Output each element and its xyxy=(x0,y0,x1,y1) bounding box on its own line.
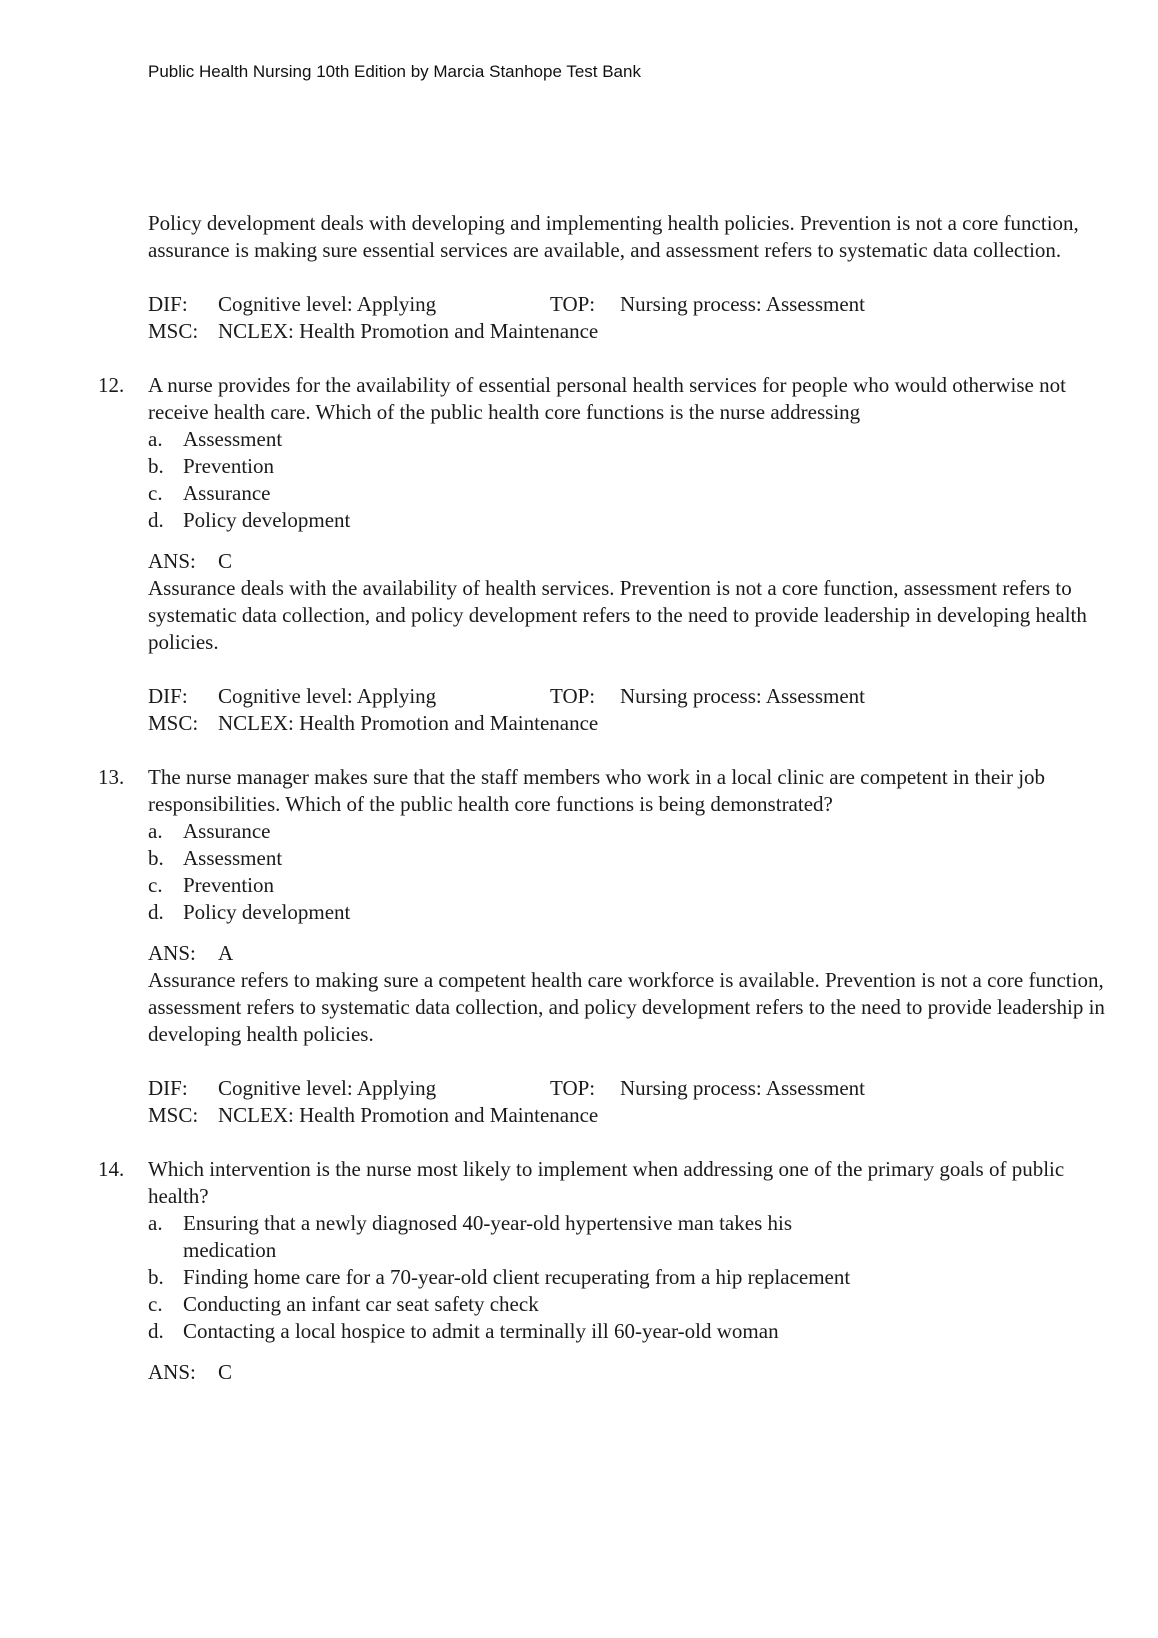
option-list xyxy=(148,426,1108,534)
dif-label: DIF: xyxy=(148,1076,188,1100)
ans-label: ANS: xyxy=(148,941,196,965)
answer-value: A xyxy=(218,941,234,965)
option-item xyxy=(148,872,1108,899)
question-stem: The nurse manager makes sure that the staff members who work in a local clinic are competent in their job responsibilities. Which of the public health core functions is being demonstrated? xyxy=(148,765,1046,816)
option-letter: d. xyxy=(148,508,164,532)
intro-meta xyxy=(148,291,1108,345)
option-item xyxy=(148,1291,1108,1318)
answer-rationale: Assurance refers to making sure a competent health care workforce is available. Prevention is not a core function, assessment refers to systematic data collection, and policy development refers to the need to provide leadership in developing health policies. xyxy=(148,968,1105,1046)
ans-label: ANS: xyxy=(148,1360,196,1384)
option-item xyxy=(148,453,1108,480)
option-item xyxy=(148,426,1108,453)
question-13 xyxy=(98,764,1108,1129)
question-meta xyxy=(148,683,1108,737)
option-text: Ensuring that a newly diagnosed 40-year-old hypertensive man takes his medication xyxy=(183,1211,792,1262)
dif-value: Cognitive level: Applying xyxy=(218,1076,437,1100)
option-letter: b. xyxy=(148,1265,164,1289)
dif-label: DIF: xyxy=(148,684,188,708)
answer-line xyxy=(148,1359,1108,1386)
option-item xyxy=(148,845,1108,872)
answer-line xyxy=(148,940,1108,967)
ans-label: ANS: xyxy=(148,549,196,573)
option-letter: c. xyxy=(148,481,163,505)
msc-value: NCLEX: Health Promotion and Maintenance xyxy=(218,711,599,735)
intro-rationale: Policy development deals with developing and implementing health policies. Prevention is not a core function, assurance is making sure essential services are available, and assessment refers to systematic data collection. xyxy=(148,211,1079,262)
option-text: Conducting an infant car seat safety check xyxy=(183,1292,539,1316)
question-12 xyxy=(98,372,1108,737)
option-letter: b. xyxy=(148,846,164,870)
top-label: TOP: xyxy=(550,1076,596,1100)
question-number: 13. xyxy=(98,765,125,789)
option-letter: c. xyxy=(148,873,163,897)
msc-label: MSC: xyxy=(148,711,199,735)
msc-value: NCLEX: Health Promotion and Maintenance xyxy=(218,319,599,343)
msc-value: NCLEX: Health Promotion and Maintenance xyxy=(218,1103,599,1127)
option-item xyxy=(148,1264,1108,1291)
option-item xyxy=(148,480,1108,507)
option-text: Finding home care for a 70-year-old client recuperating from a hip replacement xyxy=(183,1265,851,1289)
option-letter: c. xyxy=(148,1292,163,1316)
question-number: 14. xyxy=(98,1157,125,1181)
option-item xyxy=(148,1210,1108,1264)
option-text: Assessment xyxy=(183,427,283,451)
option-item xyxy=(148,1318,1108,1345)
option-text: Contacting a local hospice to admit a terminally ill 60-year-old woman xyxy=(183,1319,779,1343)
dif-label: DIF: xyxy=(148,292,188,316)
option-item xyxy=(148,899,1108,926)
answer-value: C xyxy=(218,549,233,573)
option-letter: a. xyxy=(148,1211,163,1235)
option-text: Assurance xyxy=(183,481,271,505)
option-text: Assessment xyxy=(183,846,283,870)
msc-label: MSC: xyxy=(148,319,199,343)
option-text: Policy development xyxy=(183,900,351,924)
option-letter: d. xyxy=(148,1319,164,1343)
document-body xyxy=(98,210,1108,1386)
question-14 xyxy=(98,1156,1108,1386)
option-letter: d. xyxy=(148,900,164,924)
question-stem: Which intervention is the nurse most likely to implement when addressing one of the primary goals of public health? xyxy=(148,1157,1065,1208)
msc-label: MSC: xyxy=(148,1103,199,1127)
option-item xyxy=(148,507,1108,534)
answer-line xyxy=(148,548,1108,575)
question-meta xyxy=(148,1075,1108,1129)
option-letter: a. xyxy=(148,427,163,451)
option-text: Policy development xyxy=(183,508,351,532)
option-letter: a. xyxy=(148,819,163,843)
top-value: Nursing process: Assessment xyxy=(620,684,865,708)
top-value: Nursing process: Assessment xyxy=(620,292,865,316)
option-text: Prevention xyxy=(183,454,274,478)
top-label: TOP: xyxy=(550,292,596,316)
answer-value: C xyxy=(218,1360,233,1384)
option-letter: b. xyxy=(148,454,164,478)
top-value: Nursing process: Assessment xyxy=(620,1076,865,1100)
option-list xyxy=(148,818,1108,926)
option-text: Prevention xyxy=(183,873,274,897)
dif-value: Cognitive level: Applying xyxy=(218,292,437,316)
option-text: Assurance xyxy=(183,819,271,843)
question-number: 12. xyxy=(98,373,125,397)
page-header-title: Public Health Nursing 10th Edition by Marcia Stanhope Test Bank xyxy=(148,62,641,81)
top-label: TOP: xyxy=(550,684,596,708)
option-list xyxy=(148,1210,1108,1345)
option-item xyxy=(148,818,1108,845)
answer-rationale: Assurance deals with the availability of health services. Prevention is not a core function, assessment refers to systematic data collection, and policy development refers to the need to provide leadership in developing health policies. xyxy=(148,576,1087,654)
question-stem: A nurse provides for the availability of essential personal health services for people who would otherwise not receive health care. Which of the public health core functions is the nurse addressing xyxy=(148,373,1066,424)
dif-value: Cognitive level: Applying xyxy=(218,684,437,708)
